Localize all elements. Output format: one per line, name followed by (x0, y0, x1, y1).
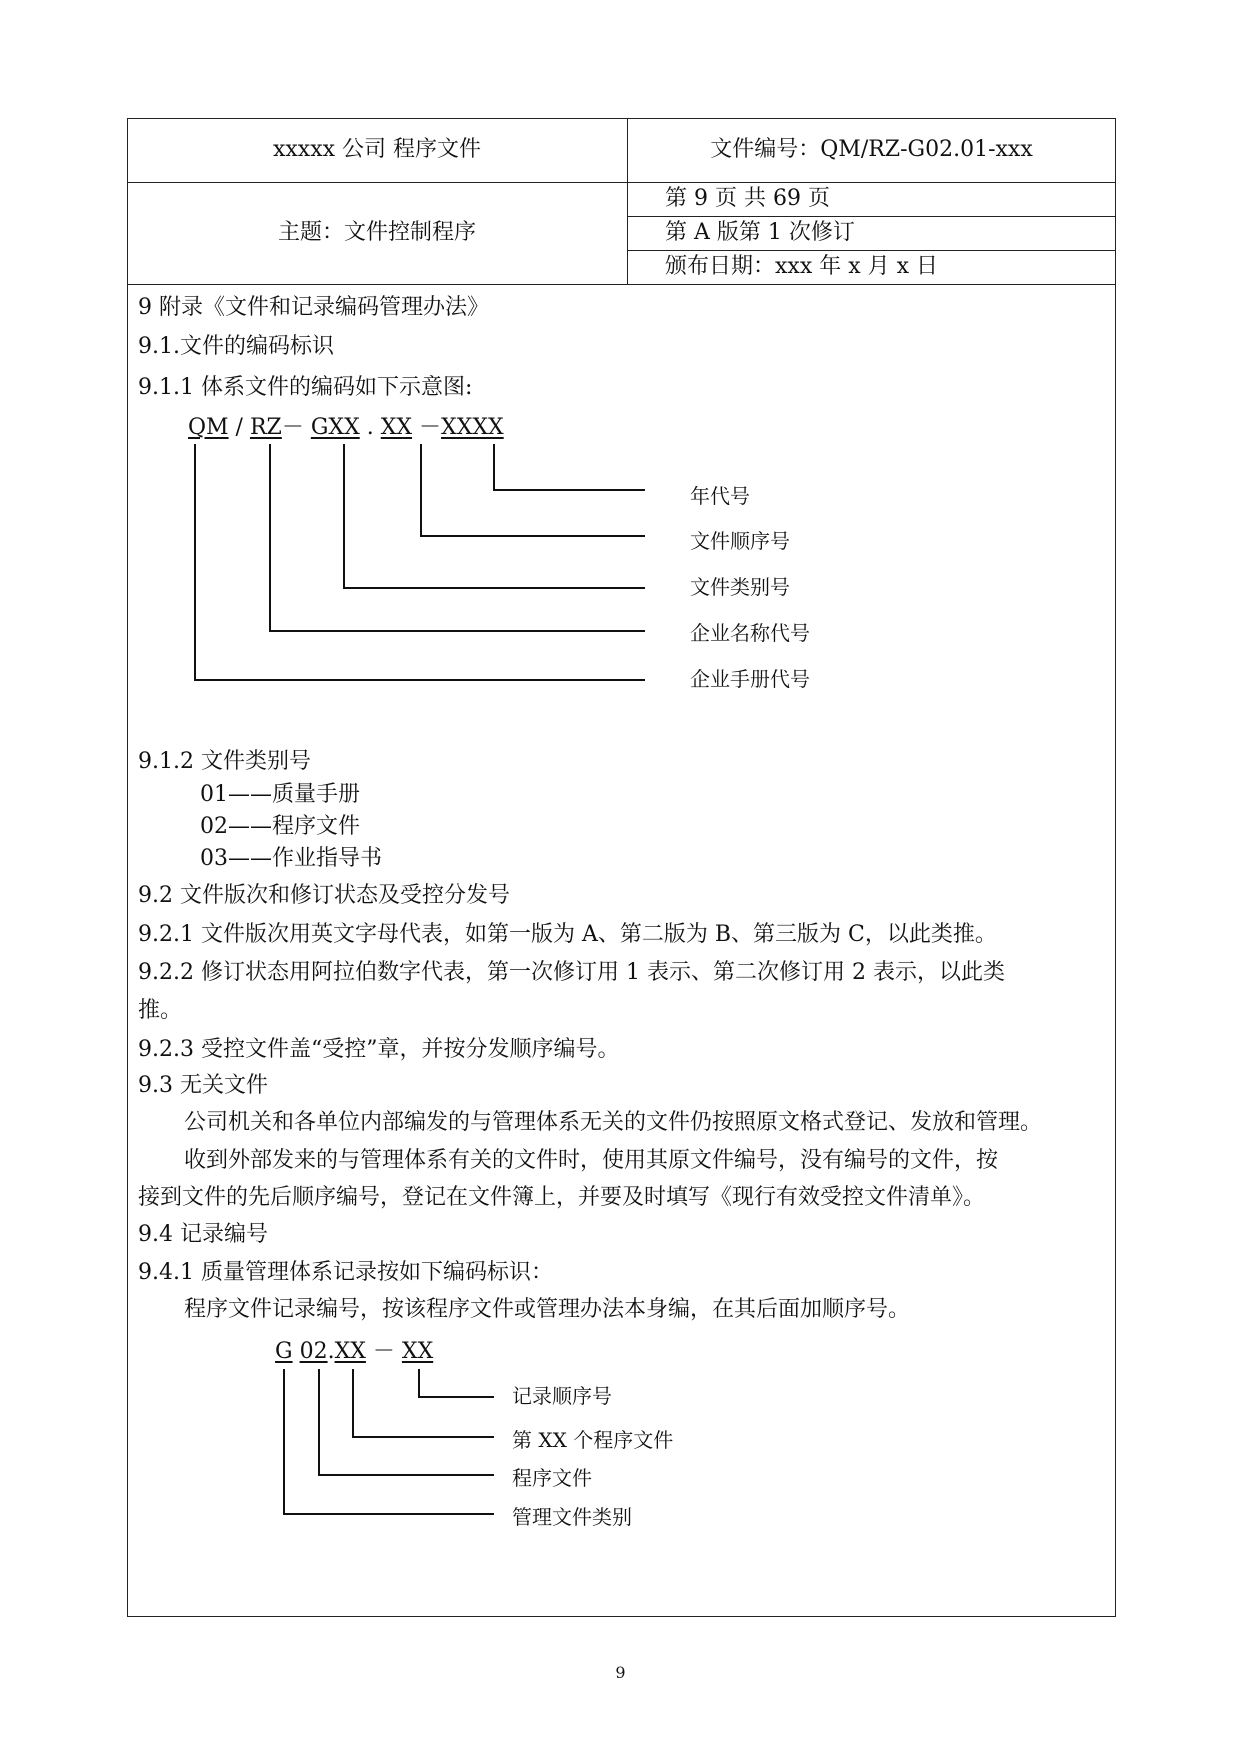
connector-cat-h (343, 587, 645, 589)
header-issue-date: 颁布日期：xxx 年 x 月 x 日 (665, 254, 939, 279)
code-xx-file: XX (334, 1339, 366, 1364)
label-company-code: 企业名称代号 (690, 621, 810, 645)
connector-manual-v (194, 444, 196, 680)
connector-company-v (269, 444, 271, 632)
header-subject: 主题：文件控制程序 (277, 220, 476, 245)
section-9-2-2-line-1: 9.2.2 修订状态用阿拉伯数字代表，第一次修订用 1 表示、第二次修订用 2 表示，以此类 (138, 960, 1005, 985)
connector-manual-h (194, 679, 645, 681)
header-company: xxxxx 公司 程序文件 (272, 137, 482, 162)
header-divider-1 (127, 182, 1116, 183)
section-9-3-para-2-line-1: 收到外部发来的与管理体系有关的文件时，使用其原文件编号，没有编号的文件，按 (184, 1148, 999, 1173)
code-dash-1: － (281, 415, 311, 440)
section-9-2-3: 9.2.3 受控文件盖“受控”章，并按分发顺序编号。 (138, 1037, 620, 1062)
connector-doc-cat-h (283, 1513, 494, 1515)
label-seq-code: 文件顺序号 (690, 529, 790, 553)
label-program-file: 程序文件 (512, 1466, 592, 1490)
connector-nth-file-h (352, 1436, 494, 1438)
section-9-4-1-para: 程序文件记录编号，按该程序文件或管理办法本身编，在其后面加顺序号。 (184, 1297, 911, 1322)
code-dash-2: － (412, 415, 442, 440)
connector-program-file-v (318, 1369, 320, 1475)
connector-nth-file-v (352, 1369, 354, 1437)
connector-seq-h (420, 535, 645, 537)
code-02: 02 (299, 1339, 328, 1364)
doc-code-pattern (188, 413, 504, 443)
connector-program-file-h (318, 1474, 494, 1476)
section-9-2-title: 9.2 文件版次和修订状态及受控分发号 (138, 883, 510, 908)
header-divider-2 (627, 216, 1116, 217)
connector-record-seq-v (418, 1369, 420, 1397)
header-revision: 第 A 版第 1 次修订 (665, 220, 855, 245)
label-year-code: 年代号 (690, 484, 750, 508)
header-divider-4 (127, 284, 1116, 285)
section-9-3-title: 9.3 无关文件 (138, 1073, 268, 1098)
label-manual-code: 企业手册代号 (690, 667, 810, 691)
label-doc-category: 管理文件类别 (512, 1505, 632, 1529)
category-item: 01——质量手册 (200, 782, 360, 807)
connector-year-h (493, 489, 645, 491)
category-item: 02——程序文件 (200, 814, 360, 839)
section-9-2-2-line-2: 推。 (138, 998, 183, 1023)
record-code-pattern (275, 1337, 433, 1367)
header-page-info: 第 9 页 共 69 页 (665, 186, 830, 211)
header-doc-number: 文件编号：QM/RZ-G02.01-xxx (710, 137, 1033, 162)
section-9-4-1-title: 9.4.1 质量管理体系记录按如下编码标识： (138, 1260, 553, 1285)
label-category-code: 文件类别号 (690, 575, 790, 599)
connector-record-seq-h (418, 1396, 494, 1398)
connector-cat-v (343, 444, 345, 588)
code-qm: QM (188, 415, 229, 440)
connector-doc-cat-v (283, 1369, 285, 1514)
label-record-seq: 记录顺序号 (512, 1384, 612, 1408)
section-9-title: 9 附录《文件和记录编码管理办法》 (138, 295, 489, 320)
connector-seq-v (420, 444, 422, 536)
code-xx-record: XX (401, 1339, 434, 1364)
code-g: G (275, 1339, 293, 1364)
page-number: 9 (615, 1663, 626, 1682)
section-9-2-1: 9.2.1 文件版次用英文字母代表，如第一版为 A、第二版为 B、第三版为 C，以此类推。 (138, 922, 997, 947)
category-item: 03——作业指导书 (200, 846, 382, 871)
section-9-3-para-2-line-2: 接到文件的先后顺序编号，登记在文件簿上，并要及时填写《现行有效受控文件清单》。 (138, 1185, 986, 1210)
code-dash-3: － (365, 1339, 402, 1364)
code-dot-2: . (327, 1339, 335, 1364)
section-9-1-title: 9.1.文件的编码标识 (138, 334, 334, 359)
label-nth-program-file: 第 XX 个程序文件 (512, 1428, 674, 1452)
connector-year-v (493, 444, 495, 491)
code-dot: . (359, 415, 381, 440)
code-xxxx: XXXX (441, 415, 504, 440)
section-9-3-para-1: 公司机关和各单位内部编发的与管理体系无关的文件仍按照原文格式登记、发放和管理。 (184, 1110, 1043, 1135)
header-divider-3 (627, 250, 1116, 251)
section-9-4-title: 9.4 记录编号 (138, 1222, 268, 1247)
section-9-1-2-title: 9.1.2 文件类别号 (138, 749, 311, 774)
code-xx: XX (380, 415, 413, 440)
code-gxx: GXX (310, 415, 360, 440)
code-rz: RZ (249, 415, 282, 440)
code-slash: / (228, 415, 250, 440)
section-9-1-1-title: 9.1.1 体系文件的编码如下示意图: (138, 375, 473, 400)
connector-company-h (269, 630, 645, 632)
